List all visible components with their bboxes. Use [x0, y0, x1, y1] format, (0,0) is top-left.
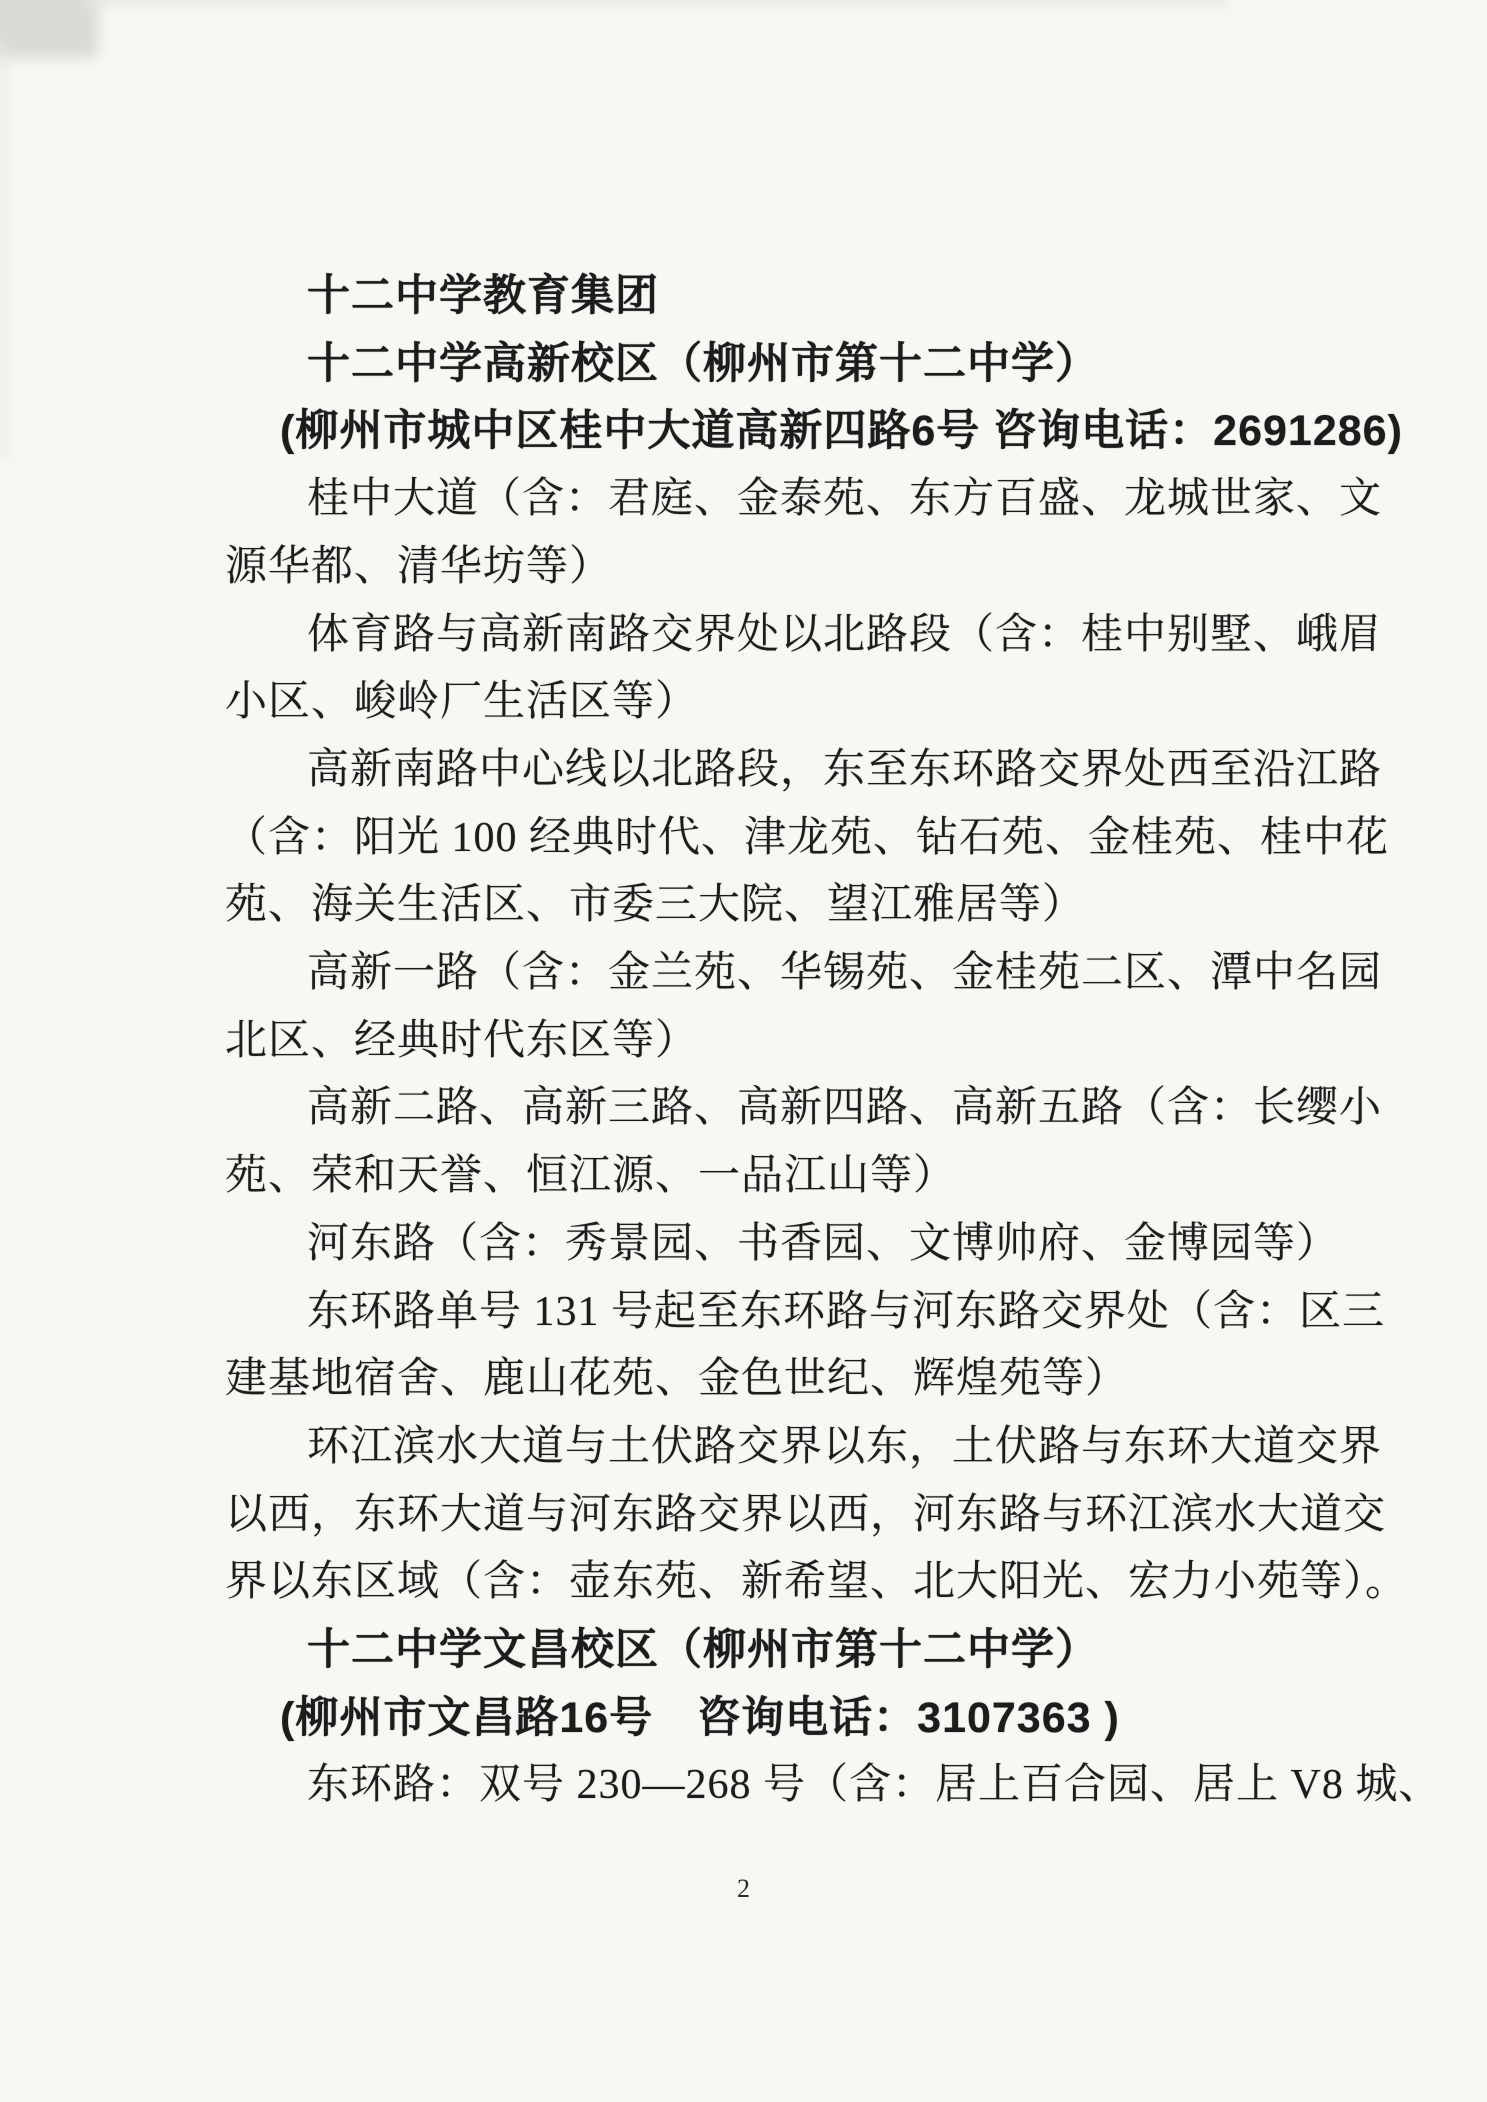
doc-line: 小区、峻岭厂生活区等）: [225, 679, 699, 726]
doc-line: 源华都、清华坊等）: [225, 543, 613, 590]
scan-artifact-top-left: [0, 0, 98, 58]
doc-line: （含：阳光 100 经典时代、津龙苑、钻石苑、金桂苑、桂中花: [225, 814, 1390, 861]
page-number: 2: [737, 1874, 750, 1903]
scan-artifact-top-edge: [80, 0, 1227, 8]
doc-line: 以西，东环大道与河东路交界以西，河东路与环江滨水大道交: [225, 1491, 1387, 1538]
doc-line: 北区、经典时代东区等）: [225, 1017, 699, 1064]
doc-line: 高新一路（含：金兰苑、华锡苑、金桂苑二区、潭中名园: [307, 950, 1383, 997]
doc-line: 高新南路中心线以北路段，东至东环路交界处西至沿江路: [307, 746, 1383, 793]
doc-line: 建基地宿舍、鹿山花苑、金色世纪、辉煌苑等）: [225, 1356, 1129, 1403]
doc-line: 东环路单号 131 号起至东环路与河东路交界处（含：区三: [307, 1288, 1386, 1335]
address-line-wenchang: (柳州市文昌路16号 咨询电话：3107363 ): [280, 1693, 1120, 1742]
section-heading-gaoxin-campus: 十二中学高新校区（柳州市第十二中学）: [307, 339, 1099, 388]
document-body: [225, 263, 1442, 1820]
doc-line: 界以东区域（含：壶东苑、新希望、北大阳光、宏力小苑等）。: [225, 1559, 1409, 1606]
scan-artifact-left-edge: [0, 40, 8, 460]
doc-line: 河东路（含：秀景园、书香园、文博帅府、金博园等）: [307, 1220, 1340, 1267]
section-heading-group: 十二中学教育集团: [307, 272, 659, 320]
doc-line: 桂中大道（含：君庭、金泰苑、东方百盛、龙城世家、文: [307, 476, 1383, 523]
doc-line: 东环路：双号 230—268 号（含：居上百合园、居上 V8 城、: [307, 1762, 1442, 1809]
address-line-gaoxin: (柳州市城中区桂中大道高新四路6号 咨询电话：2691286): [280, 407, 1403, 456]
doc-line: 环江滨水大道与土伏路交界以东，土伏路与东环大道交界: [307, 1423, 1383, 1470]
section-heading-wenchang-campus: 十二中学文昌校区（柳州市第十二中学）: [307, 1626, 1099, 1675]
doc-line: 体育路与高新南路交界处以北路段（含：桂中别墅、峨眉: [307, 611, 1383, 658]
doc-line: 高新二路、高新三路、高新四路、高新五路（含：长缨小: [307, 1085, 1383, 1132]
doc-line: 苑、荣和天誉、恒江源、一品江山等）: [225, 1153, 957, 1200]
doc-line: 苑、海关生活区、市委三大院、望江雅居等）: [225, 882, 1086, 929]
